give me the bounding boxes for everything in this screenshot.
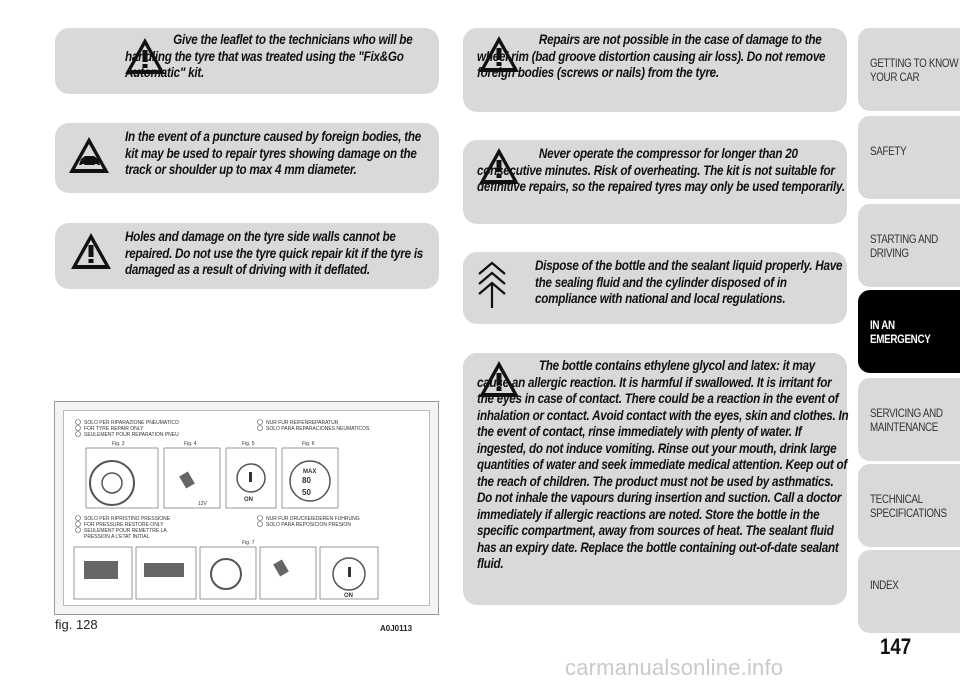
fig-text: SEULEMENT POUR REMETTRE LA: [84, 528, 167, 534]
label-diagram: [64, 411, 429, 605]
tab-label: GETTING TO KNOW YOUR CAR: [870, 56, 959, 84]
speed-50: 50: [302, 488, 311, 497]
warning-box-wheel-rim: [463, 28, 847, 112]
warning-text: Give the leaflet to the technicians who will be handling the tyre that was treated using the "Fix&Go Automatic" kit.: [125, 32, 413, 80]
tab-label: IN AN EMERGENCY: [870, 318, 931, 346]
figure-caption: fig. 128: [55, 617, 98, 632]
tab-servicing-and-maintenance[interactable]: [858, 378, 960, 461]
fig-text: NUR FUR REIFENREPARATUR: [266, 420, 339, 426]
voltage-label: 12V: [198, 501, 207, 507]
max-label: MAX: [303, 469, 317, 475]
fig-label: Fig. 4: [184, 441, 197, 447]
fig-text: SOLO PARA REPARACIONES NEUMATICOS: [266, 426, 370, 432]
fig-text: SEULEMENT POUR REPARATION PNEU: [84, 432, 179, 438]
fig-label: Fig. 3: [112, 441, 125, 447]
fig-text: SOLO PER RIPARAZIONE PNEUMATICO: [84, 420, 179, 426]
warning-box-ethylene-glycol: [463, 353, 847, 605]
figure-128: [54, 401, 439, 615]
tab-safety[interactable]: [858, 116, 960, 199]
on-label: ON: [344, 593, 353, 599]
fig-text: SOLO PARA REPOSICION PRESION: [266, 522, 351, 528]
tab-getting-to-know-your-car[interactable]: [858, 28, 960, 111]
tab-in-an-emergency[interactable]: [858, 290, 960, 373]
fig-text: FOR TYRE REPAIR ONLY: [84, 426, 144, 432]
warning-text: Holes and damage on the tyre side walls cannot be repaired. Do not use the tyre quick repair kit if the tyre is damaged as a result of driving with it deflated.: [125, 229, 424, 277]
page-number: 147: [880, 634, 912, 659]
warning-text: In the event of a puncture caused by foreign bodies, the kit may be used to repair tyres showing damage on the track or shoulder up to max 4 mm diameter.: [125, 129, 422, 177]
warning-box-side-walls: [55, 223, 439, 289]
tab-label: SERVICING AND MAINTENANCE: [870, 406, 943, 434]
fig-text: FOR PRESSURE RESTORE ONLY: [84, 522, 164, 528]
tab-index[interactable]: [858, 550, 960, 633]
fig-text: NUR FUR DRUCKEIEDEREN FUHRUNG: [266, 516, 360, 522]
warning-box-fixgo-leaflet: [55, 28, 439, 94]
tab-label: INDEX: [870, 578, 899, 592]
car-warning-icon: [67, 135, 111, 175]
fig-label: Fig. 6: [302, 441, 315, 447]
warning-triangle-icon: [69, 231, 113, 271]
speed-80: 80: [302, 476, 311, 485]
warning-text: Dispose of the bottle and the sealant liquid properly. Have the sealing fluid and the cylinder disposed of in compliance with national and local regulations.: [535, 258, 843, 306]
watermark[interactable]: carmanualsonline.info: [565, 655, 784, 680]
tab-label: STARTING AND DRIVING: [870, 232, 938, 260]
warning-text: Never operate the compressor for longer than 20 consecutive minutes. Risk of overheating. The kit is not suitable for definitive repairs, so the repaired tyres may only be used temporarily.: [477, 146, 845, 194]
tab-technical-specifications[interactable]: [858, 464, 960, 547]
fig-text: PRESSION A L'ETAT INITIAL: [84, 534, 150, 540]
tab-label: SAFETY: [870, 144, 907, 158]
sealant-bottle-label: [63, 410, 430, 606]
fig-label: Fig. 7: [242, 540, 255, 546]
on-label: ON: [244, 497, 253, 503]
warning-box-compressor: [463, 140, 847, 224]
warning-box-disposal: [463, 252, 847, 324]
fig-label: Fig. 5: [242, 441, 255, 447]
environment-tree-icon: [475, 260, 509, 312]
warning-box-puncture: [55, 123, 439, 193]
fig-text: SOLO PER RIPRISTINO PRESSIONE: [84, 516, 171, 522]
warning-text: Repairs are not possible in the case of damage to the wheel rim (bad groove distortion causing air loss). Do not remove foreign bodies (screws or nails) from the tyre.: [477, 32, 826, 80]
warning-text: The bottle contains ethylene glycol and latex: it may cause an allergic reaction. It is harmful if swallowed. It is irritant for the eyes in case of contact. There could be a reaction in the event of inhalation or contact. Avoid contact with the eyes, skin and clothes. In the event of contact, rinse immediately with plenty of water. If ingested, do not induce vomiting. Rinse out your mouth, drink large quantities of water and seek immediate medical attention. Keep out of the reach of children. The product must not be used by asthmatics. Do not inhale the vapours during insertion and suction. Call a doctor immediately if allergic reactions are noted. Store the bottle in the specific compartment, away from sources of heat. The sealant fluid has an expiry date. Replace the bottle containing out-of-date sealant fluid.: [477, 358, 849, 571]
tab-starting-and-driving[interactable]: [858, 204, 960, 287]
tab-label: TECHNICAL SPECIFICATIONS: [870, 492, 947, 520]
figure-code: A0J0113: [380, 624, 413, 633]
